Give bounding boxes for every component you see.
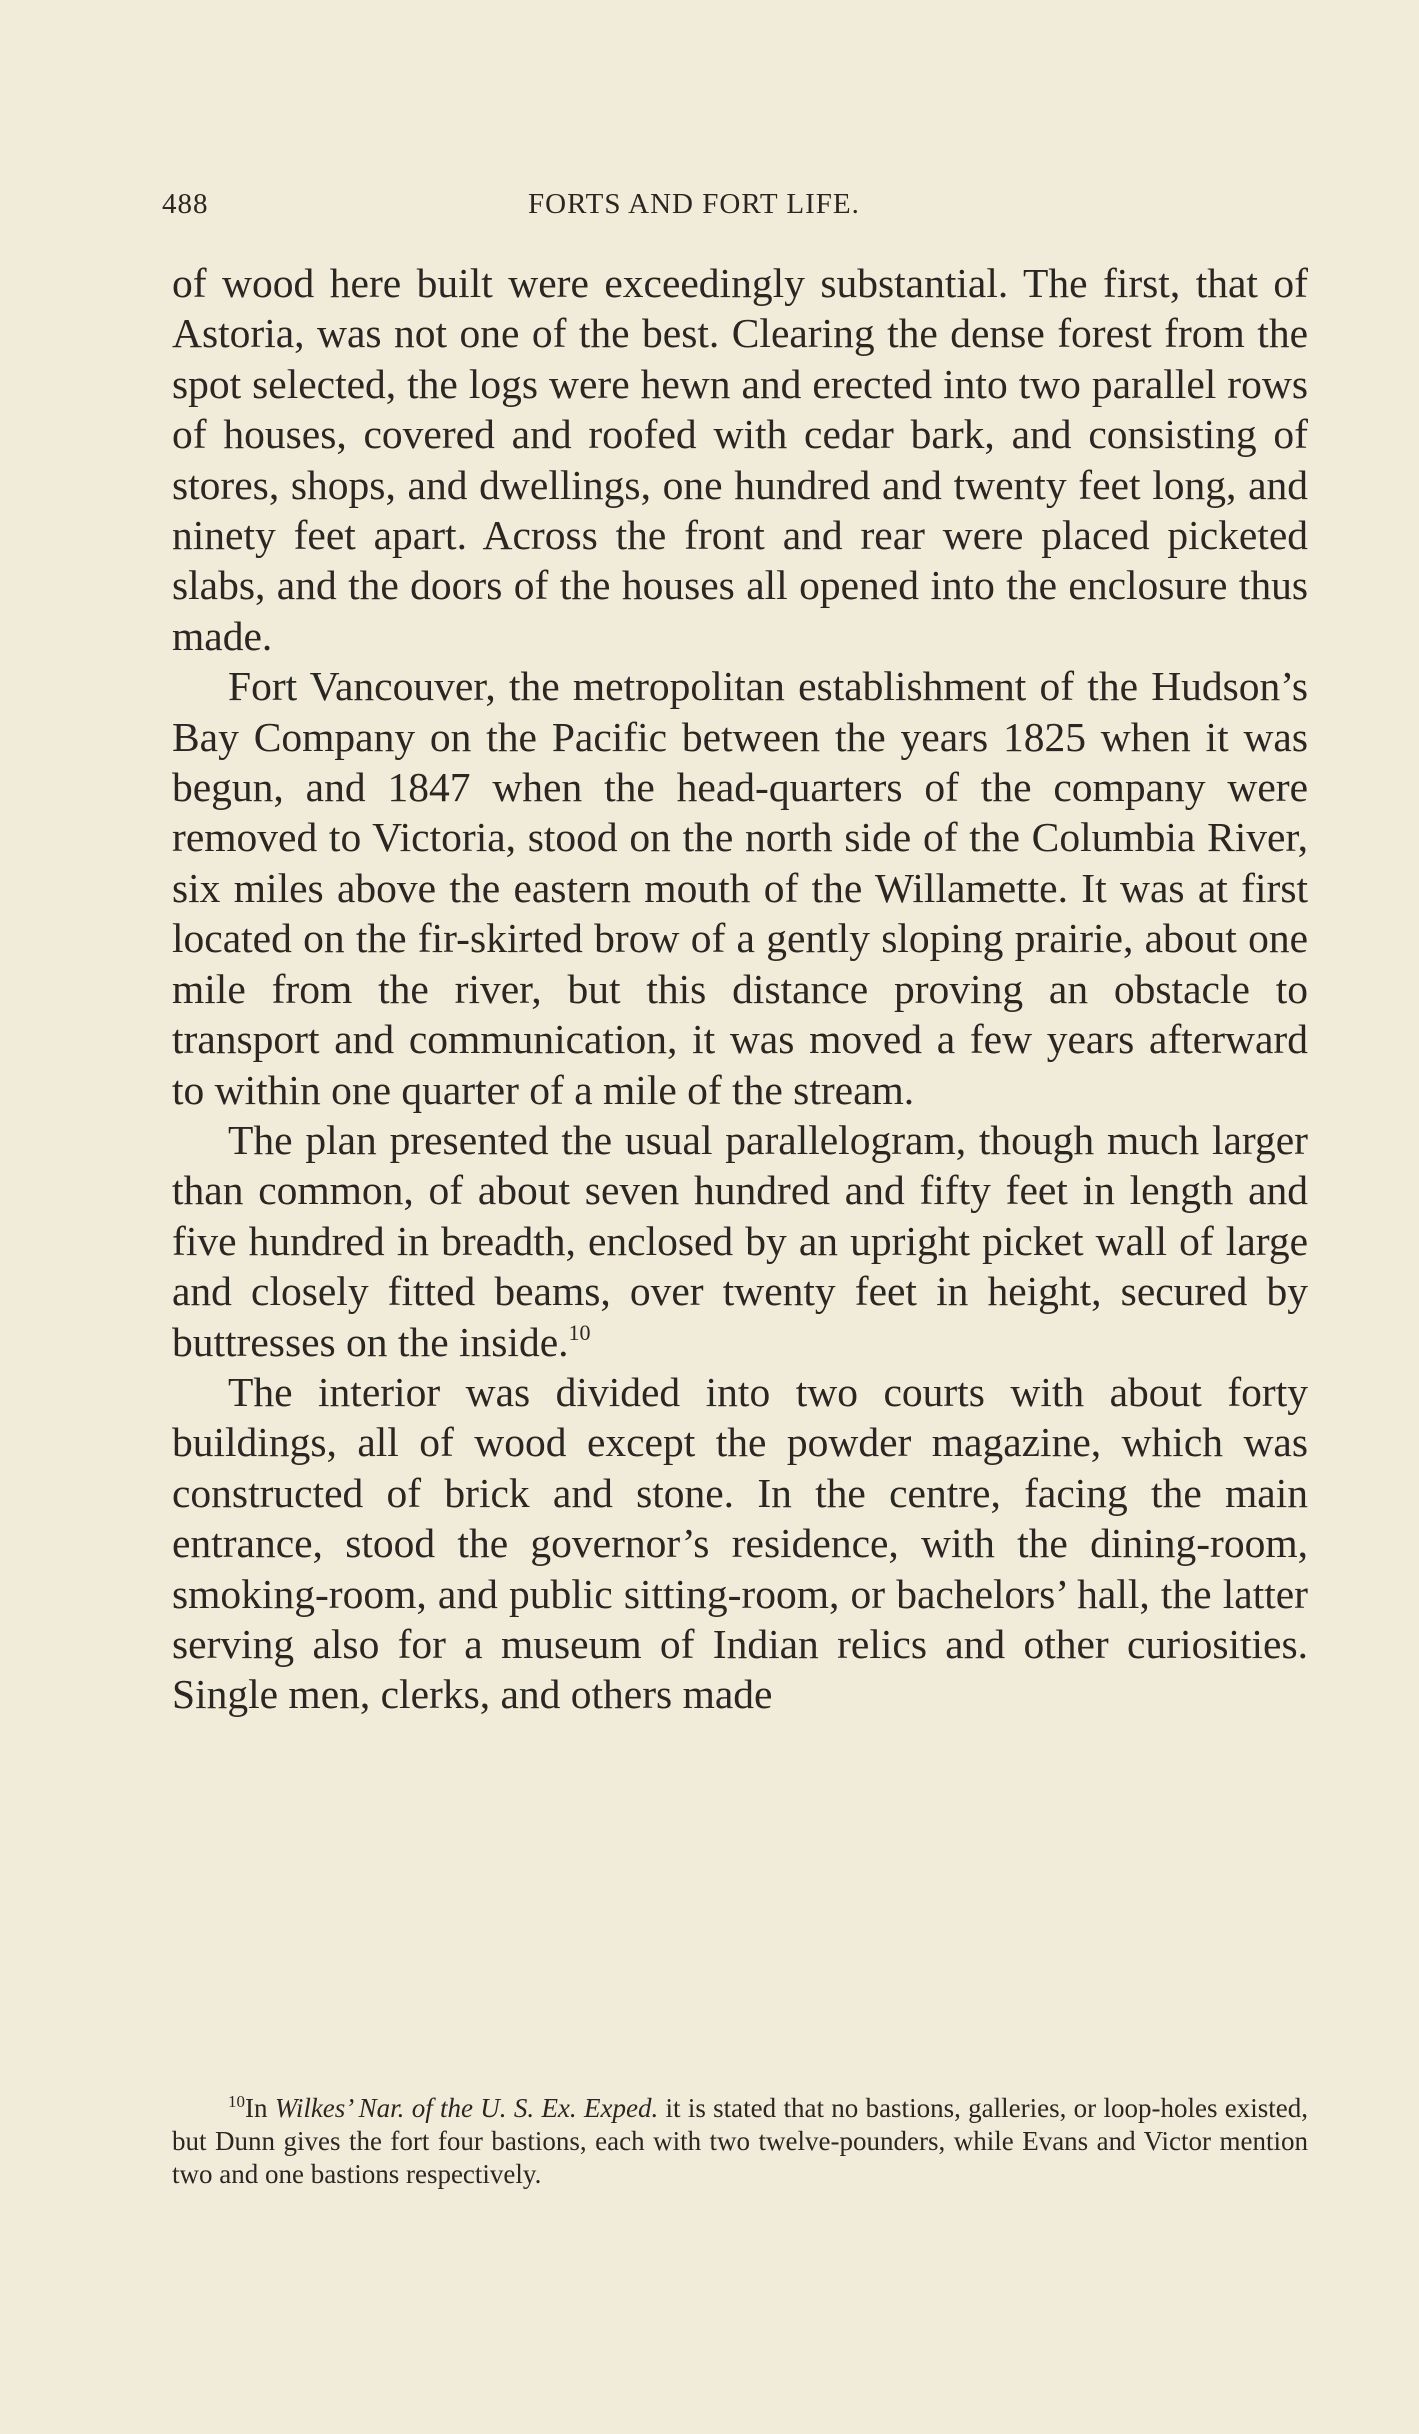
footnote-reference[interactable]: 10 [568,1319,591,1345]
paragraph-text: of wood here built were exceedingly substantial. The first, that of Astoria, was not one of the best. Clearing the dense forest from the spot selected, the logs were hewn and erected into two parallel rows of houses, covered and roofed with cedar bark, and consisting of stores, shops, and dwellings, one hundred and twenty feet long, and ninety feet apart. Across the front and rear were placed picketed slabs, and the doors of the houses all opened into the enclosure thus made. [172,260,1308,659]
paragraph-plan [172,1115,1308,1367]
footnotes [172,2092,1308,2191]
page-number: 488 [162,188,209,220]
paragraph-interior [172,1367,1308,1720]
footnote-text: it is stated that no bastions, galleries, or loop-holes existed, but Dunn gives the fort four bastions, each with two twelve-pounders, while Evans and Victor mention two and one bastions respectively. [172,2093,1308,2189]
running-head: FORTS AND FORT LIFE. [528,188,860,220]
body-text [172,258,1308,1720]
paragraph-text: The plan presented the usual parallelogram, though much larger than common, of about seven hundred and fifty feet in length and five hundred in breadth, enclosed by an upright picket wall of large and closely fitted beams, over twenty feet in height, secured by buttresses on the inside. [172,1116,1308,1365]
footnote-citation: Wilkes’ Nar. of the U. S. Ex. Exped. [274,2093,659,2123]
paragraph-fort-vancouver [172,661,1308,1115]
paragraph-text: Fort Vancouver, the metropolitan establishment of the Hudson’s Bay Company on the Pacific between the years 1825 when it was begun, and 1847 when the head-quarters of the company were removed to Victoria, stood on the north side of the Columbia River, six miles above the eastern mouth of the Willamette. It was at first located on the fir-skirted brow of a gently sloping prairie, about one mile from the river, but this distance proving an obstacle to transport and communication, it was moved a few years afterward to within one quarter of a mile of the stream. [172,663,1308,1113]
page-header [162,188,1310,228]
footnote-lead: In [245,2093,275,2123]
footnote-marker: 10 [228,2092,245,2111]
paragraph-text: The interior was divided into two courts with about forty buildings, all of wood except the powder magazine, which was constructed of brick and stone. In the centre, facing the main entrance, stood the governor’s residence, with the dining-room, smoking-room, and public sitting-room, or bachelors’ hall, the latter serving also for a museum of Indian relics and other curiosities. Single men, clerks, and others made [172,1368,1308,1718]
footnote-10 [172,2092,1308,2191]
paragraph-astoria [172,258,1308,661]
